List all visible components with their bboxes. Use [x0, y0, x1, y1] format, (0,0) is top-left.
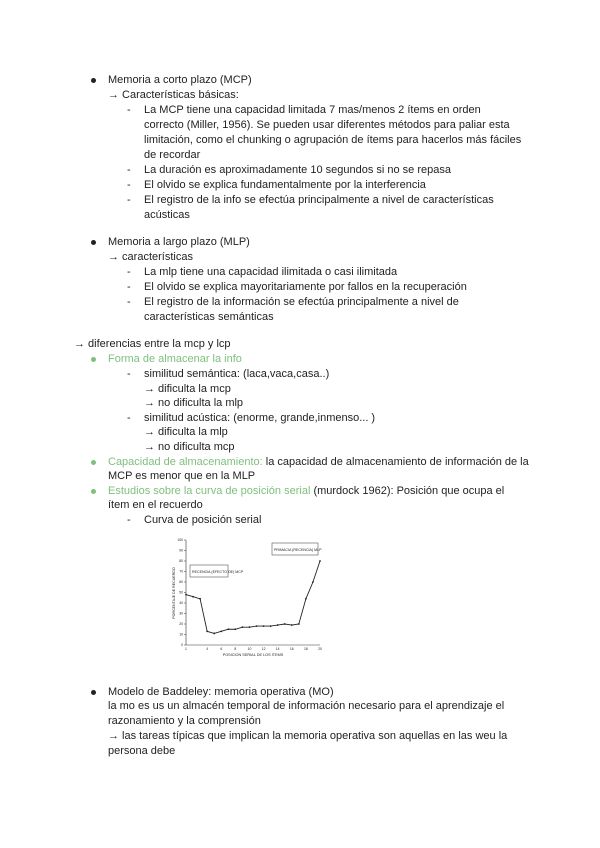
x-tick-label: 1: [185, 647, 187, 651]
data-point: [284, 623, 286, 625]
mcp-item-4-l2: acústicas: [144, 209, 190, 221]
data-point: [305, 598, 307, 600]
data-point: [263, 625, 265, 627]
dash: -: [127, 179, 131, 191]
acu-a: → dificulta la mlp: [144, 426, 228, 438]
x-tick-label: 6: [220, 647, 223, 651]
data-point: [312, 581, 314, 583]
dash: -: [127, 164, 131, 176]
almacenar-title: Forma de almacenar la info: [108, 353, 242, 365]
estudios-label: Estudios sobre la curva de posición serial: [108, 485, 311, 497]
data-point: [227, 628, 229, 630]
mlp-subtitle: → características: [108, 251, 193, 263]
estudios-line1: [108, 484, 504, 499]
y-tick-label: 20: [179, 622, 183, 627]
mcp-item-1-l1: La MCP tiene una capacidad limitada 7 mas/menos 2 ítems en orden: [144, 104, 481, 116]
data-point: [291, 624, 293, 626]
capacidad-text1: la capacidad de almacenamiento de información de la: [262, 456, 529, 468]
sem-b: → no dificulta la mlp: [144, 397, 244, 409]
x-tick-label: 10: [247, 647, 252, 651]
x-tick-label: 20: [318, 647, 322, 651]
mcp-item-1-l2: correcto (Miller, 1956). Se pueden usar diferentes métodos para paliar esta: [144, 119, 510, 131]
x-tick-label: 16: [289, 647, 294, 651]
mcp-item-4-l1: El registro de la info se efectúa principalmente a nivel de características: [144, 194, 494, 206]
dash: -: [127, 514, 131, 526]
estudios-text1: (murdock 1962): Posición que ocupa el: [310, 485, 505, 497]
y-tick-label: 100: [177, 538, 183, 543]
mcp-item-1-l4: de recordar: [144, 149, 201, 161]
bullet: [91, 489, 96, 494]
x-axis-label: POSICION SERIAL DE LOS ITEMS: [222, 653, 284, 657]
capacidad-line1: [108, 455, 529, 470]
mcp-item-1-l3: limitación, como el chunking o agrupación de ítems para hacerlos más fáciles: [144, 134, 522, 146]
bullet: [91, 240, 96, 245]
dash: -: [127, 266, 131, 278]
baddeley-l1: la mo es us un almacén temporal de información necesario para el aprendizaje el: [108, 700, 505, 712]
x-tick-label: 18: [304, 647, 308, 651]
mlp-title: Memoria a largo plazo (MLP): [108, 236, 250, 248]
y-tick-label: 40: [179, 601, 183, 606]
data-point: [206, 630, 208, 632]
acu-b: → no dificulta mcp: [144, 441, 235, 453]
capacidad-label: Capacidad de almacenamiento:: [108, 456, 263, 468]
baddeley-l3: → las tareas típicas que implican la memoria operativa son aquellas en las weu la: [108, 730, 508, 742]
sem-a: → dificulta la mcp: [144, 383, 231, 395]
y-tick-label: 90: [179, 548, 183, 553]
x-tick-label: 12: [261, 647, 266, 651]
data-point: [256, 625, 258, 627]
y-tick-label: 10: [179, 632, 183, 637]
dash: -: [127, 281, 131, 293]
mlp-item-3-l2: características semánticas: [144, 311, 274, 323]
baddeley-l4: persona debe: [108, 745, 176, 757]
sem-similarity: similitud semántica: (laca,vaca,casa..): [144, 368, 330, 380]
bullet: [91, 357, 96, 362]
capacidad-text2: MCP es menor que en la MLP: [108, 470, 256, 482]
data-point: [213, 633, 215, 635]
baddeley-l2: razonamiento y la comprensión: [108, 715, 261, 727]
data-point: [220, 630, 222, 632]
y-tick-label: 50: [179, 590, 183, 595]
y-axis-label: PORCENTAJE DE RECUERDO: [172, 567, 176, 619]
y-tick-label: 0: [181, 643, 183, 648]
y-tick-label: 60: [179, 580, 183, 585]
bullet: [91, 690, 96, 695]
x-tick-label: 4: [206, 647, 209, 651]
data-point: [192, 596, 194, 598]
mlp-item-2: El olvido se explica mayoritariamente por fallos en la recuperación: [144, 281, 467, 293]
dash: -: [127, 296, 131, 308]
annotation-mcp: RECENCIA (EFECTO DE) MCP: [192, 570, 244, 574]
mcp-item-3: El olvido se explica fundamentalmente por la interferencia: [144, 179, 426, 191]
mlp-item-3-l1: El registro de la información se efectúa principalmente a nivel de: [144, 296, 459, 308]
dash: -: [127, 412, 131, 424]
x-tick-label: 14: [275, 647, 280, 651]
mcp-title: Memoria a corto plazo (MCP): [108, 74, 252, 86]
bullet: [91, 460, 96, 465]
data-point: [242, 626, 244, 628]
dash: -: [127, 368, 131, 380]
data-point: [185, 594, 187, 596]
data-point: [199, 598, 201, 600]
y-tick-label: 80: [179, 559, 183, 564]
y-tick-label: 70: [179, 569, 183, 574]
data-point: [270, 625, 272, 627]
annotation-mlp: PRIMACIA (RECENCIA) MLP: [274, 548, 322, 552]
serial-position-chart: [170, 535, 330, 660]
mcp-subtitle: → Características básicas:: [108, 89, 239, 101]
data-point: [277, 624, 279, 626]
data-point: [249, 626, 251, 628]
data-point: [234, 628, 236, 630]
data-point: [319, 560, 321, 562]
baddeley-title: Modelo de Baddeley: memoria operativa (MO): [108, 686, 334, 698]
dash: -: [127, 104, 131, 116]
y-tick-label: 30: [179, 611, 183, 616]
bullet: [91, 78, 96, 83]
x-tick-label: 8: [234, 647, 237, 651]
mcp-item-2: La duración es aproximadamente 10 segundos si no se repasa: [144, 164, 451, 176]
estudios-sub: Curva de posición serial: [144, 514, 262, 526]
estudios-text2: ítem en el recuerdo: [108, 499, 203, 511]
dash: -: [127, 194, 131, 206]
mlp-item-1: La mlp tiene una capacidad ilimitada o casi ilimitada: [144, 266, 398, 278]
data-point: [298, 623, 300, 625]
acu-similarity: similitud acústica: (enorme, grande,inmenso... ): [144, 412, 376, 424]
diff-heading: → diferencias entre la mcp y lcp: [74, 338, 231, 350]
